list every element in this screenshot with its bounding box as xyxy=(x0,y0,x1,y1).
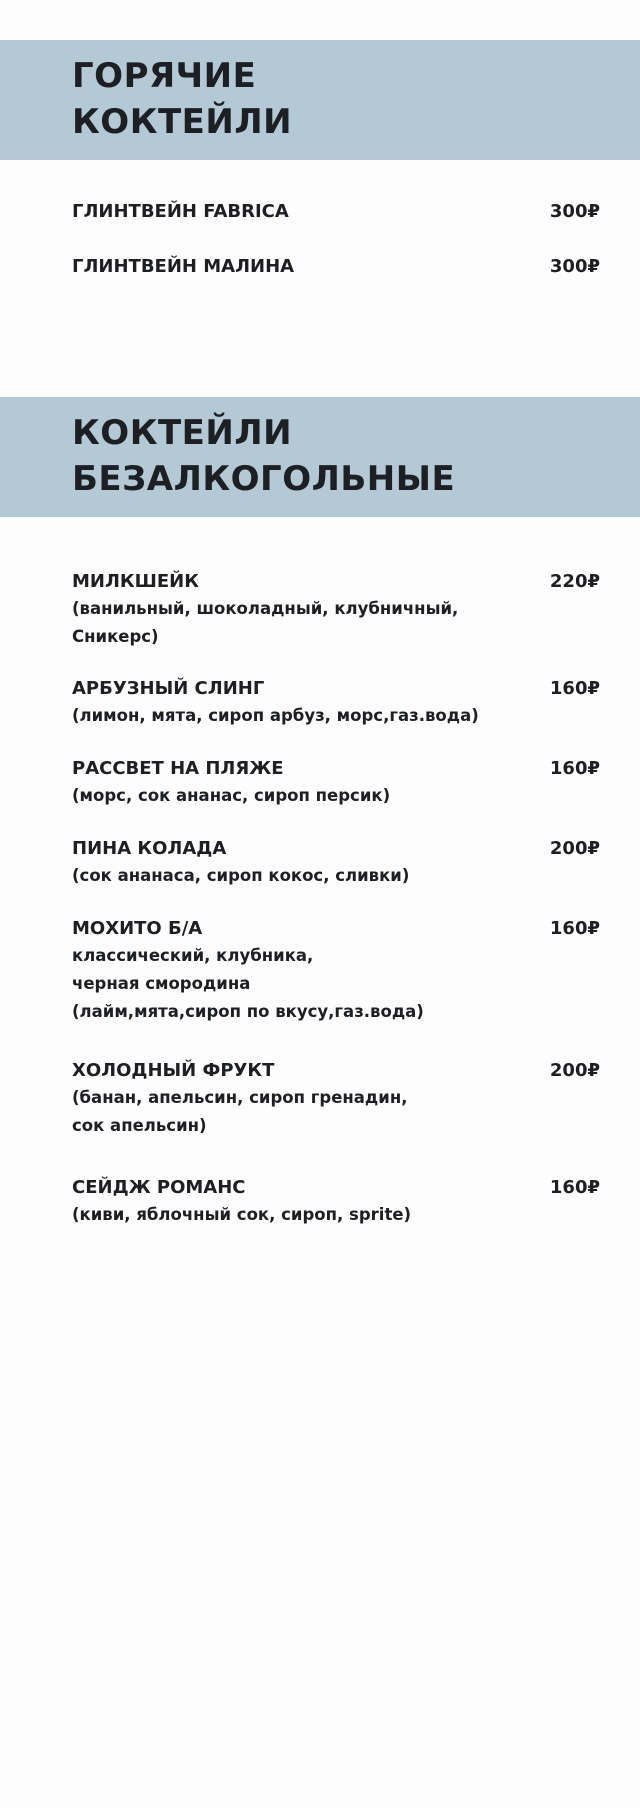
item-name: РАССВЕТ НА ПЛЯЖЕ xyxy=(72,758,284,779)
hot-cocktails-list xyxy=(72,199,600,280)
non-alcoholic-list xyxy=(72,569,600,1229)
item-name: ГЛИНТВЕЙН МАЛИНА xyxy=(72,256,295,277)
item-desc: сок апельсин) xyxy=(72,1116,207,1135)
item-desc: (лимон, мята, сироп арбуз, морс,газ.вода) xyxy=(72,706,479,725)
menu-item xyxy=(72,569,600,676)
menu-item xyxy=(72,199,600,225)
item-price: 200₽ xyxy=(549,838,600,859)
title-line: БЕЗАЛКОГОЛЬНЫЕ xyxy=(72,459,456,499)
item-desc: (киви, яблочный сок, сироп, sprite) xyxy=(72,1205,412,1224)
section-title xyxy=(72,410,455,502)
item-price: 200₽ xyxy=(549,1060,600,1081)
section-title xyxy=(72,53,292,145)
title-line: КОКТЕЙЛИ xyxy=(72,413,293,453)
menu-item xyxy=(72,1058,600,1175)
item-desc: (морс, сок ананас, сироп персик) xyxy=(72,786,391,805)
item-desc: черная смородина xyxy=(72,974,251,993)
item-price: 300₽ xyxy=(549,256,600,277)
item-desc: (сок ананаса, сироп кокос, сливки) xyxy=(72,866,410,885)
item-name: ГЛИНТВЕЙН FABRICA xyxy=(72,201,289,222)
item-desc: классический, клубника, xyxy=(72,946,314,965)
item-price: 160₽ xyxy=(549,678,600,699)
item-name: АРБУЗНЫЙ СЛИНГ xyxy=(72,678,265,699)
menu-item xyxy=(72,676,600,756)
item-name: СЕЙДЖ РОМАНС xyxy=(72,1177,246,1198)
item-name: ПИНА КОЛАДА xyxy=(72,838,227,859)
menu-item xyxy=(72,836,600,916)
item-price: 220₽ xyxy=(549,571,600,592)
item-desc: (лайм,мята,сироп по вкусу,газ.вода) xyxy=(72,1002,424,1021)
section-header-non-alcoholic xyxy=(0,397,640,517)
menu-item xyxy=(72,756,600,836)
title-line: КОКТЕЙЛИ xyxy=(72,102,293,142)
menu-item xyxy=(72,1175,600,1229)
section-header-hot-cocktails xyxy=(0,40,640,160)
menu-item xyxy=(72,254,600,280)
item-price: 160₽ xyxy=(549,918,600,939)
item-desc: Сникерс) xyxy=(72,627,159,646)
item-price: 160₽ xyxy=(549,758,600,779)
item-price: 300₽ xyxy=(549,201,600,222)
item-name: МИЛКШЕЙК xyxy=(72,571,199,592)
item-desc: (банан, апельсин, сироп гренадин, xyxy=(72,1088,408,1107)
title-line: ГОРЯЧИЕ xyxy=(72,56,257,96)
item-name: МОХИТО Б/А xyxy=(72,918,203,939)
menu-item xyxy=(72,916,600,1058)
item-name: ХОЛОДНЫЙ ФРУКТ xyxy=(72,1060,275,1081)
item-desc: (ванильный, шоколадный, клубничный, xyxy=(72,599,459,618)
item-price: 160₽ xyxy=(549,1177,600,1198)
